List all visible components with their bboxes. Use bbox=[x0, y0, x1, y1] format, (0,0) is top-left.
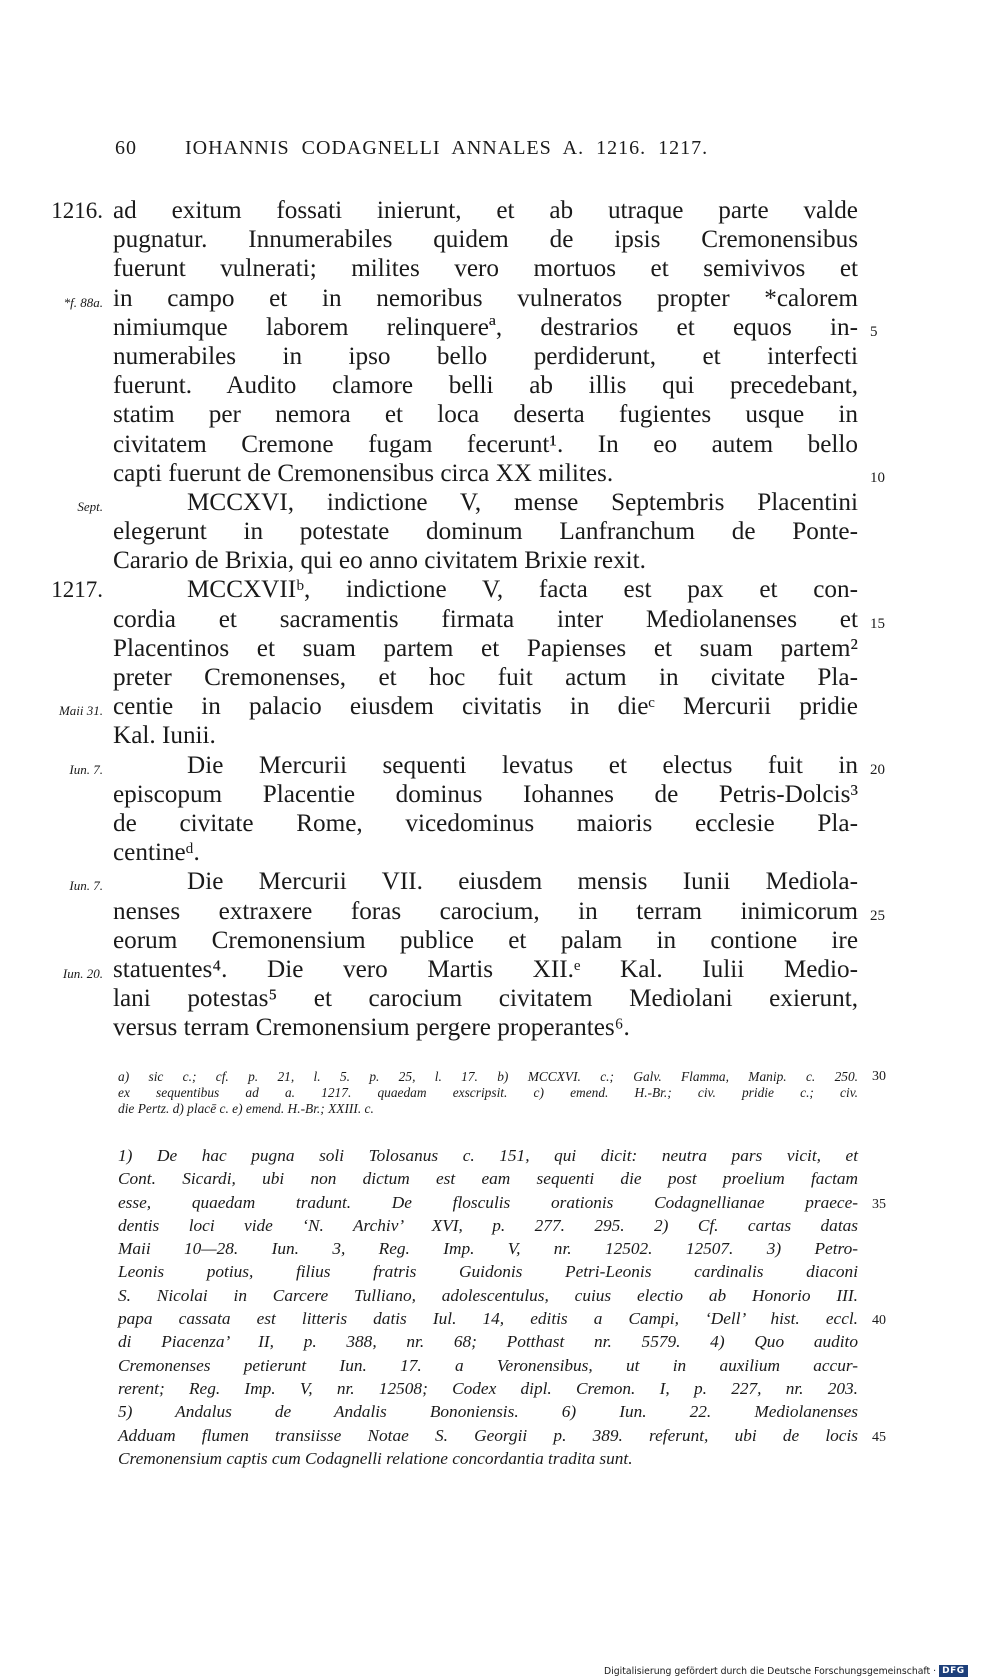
line-text: S. Nicolai in Carcere Tulliano, adolescentulus, cuius electio ab Honorio III. bbox=[118, 1285, 858, 1305]
line-text: Leonis potius, filius fratris Guidonis Petri-Leonis cardinalis diaconi bbox=[118, 1262, 858, 1282]
line-number: 15 bbox=[870, 615, 885, 632]
line-number: 30 bbox=[872, 1069, 886, 1084]
line-text: Adduam flumen transiisse Notae S. Georgii p. 389. referunt, ubi de locis bbox=[118, 1425, 858, 1445]
running-header bbox=[115, 137, 815, 160]
line-text: Cremonensium captis cum Codagnelli relatione concordantia tradita sunt. bbox=[118, 1448, 633, 1468]
footer-text: Digitalisierung gefördert durch die Deutsche Forschungsgemeinschaft · bbox=[604, 1665, 937, 1677]
line-text: civitatem Cremone fugam fecerunt¹. In eo autem bello bbox=[113, 430, 858, 458]
line-text: statuentes⁴. Die vero Martis XII.ᵉ Kal. Iulii Medio- bbox=[113, 955, 858, 983]
line-text: fuerunt. Audito clamore belli ab illis qui precedebant, bbox=[113, 372, 858, 400]
line-text: 5) Andalus de Andalis Bononiensis. 6) Iun. 22. Mediolanenses bbox=[118, 1402, 858, 1422]
line-text: versus terram Cremonensium pergere properantes⁶. bbox=[113, 1014, 630, 1042]
line-text: 1) De hac pugna soli Tolosanus c. 151, qui dicit: neutra pars vicit, et bbox=[118, 1146, 858, 1165]
line-text: capti fuerunt de Cremonensibus circa XX milites. bbox=[113, 459, 614, 487]
apparatus-line bbox=[118, 1101, 858, 1117]
line-number: 45 bbox=[872, 1429, 886, 1445]
line-text: centie in palacio eiusdem civitatis in dieᶜ Mercurii pridie bbox=[113, 693, 858, 721]
text-line bbox=[113, 809, 858, 838]
note-line bbox=[118, 1260, 858, 1283]
page-number: 60 bbox=[115, 137, 137, 159]
note-line bbox=[118, 1447, 858, 1470]
line-text: lani potestas⁵ et carocium civitatem Mediolani exierunt, bbox=[113, 985, 858, 1013]
margin-note: 1217. bbox=[51, 577, 103, 603]
text-line bbox=[113, 313, 878, 342]
running-title: IOHANNIS CODAGNELLI ANNALES A. 1216. 1217. bbox=[185, 137, 709, 159]
main-text bbox=[51, 196, 885, 1042]
text-line bbox=[113, 225, 858, 254]
line-text: pugnatur. Innumerabiles quidem de ipsis Cremonensibus bbox=[113, 226, 858, 254]
line-text: papa cassata est litteris datis Iul. 14, editis a Campi, ‘Dell’ hist. eccl. bbox=[118, 1309, 858, 1329]
note-line bbox=[118, 1377, 858, 1400]
text-line bbox=[113, 400, 858, 429]
text-line bbox=[113, 897, 885, 926]
note-line bbox=[118, 1167, 858, 1190]
line-text: preter Cremonenses, et hoc fuit actum in civitate Pla- bbox=[113, 664, 858, 691]
text-line bbox=[77, 488, 858, 517]
line-text: rerent; Reg. Imp. V, nr. 12508; Codex dipl. Cremon. I, p. 227, nr. 203. bbox=[118, 1378, 858, 1398]
margin-note: Iun. 20. bbox=[62, 965, 103, 981]
line-text: di Piacenza’ II, p. 388, nr. 68; Potthast nr. 5579. 4) Quo audito bbox=[118, 1332, 858, 1352]
text-line bbox=[113, 254, 858, 283]
line-text: dentis loci vide ‘N. Archiv’ XVI, p. 277. 295. 2) Cf. cartas datas bbox=[118, 1215, 858, 1235]
line-text: elegerunt in potestate dominum Lanfranchum de Ponte- bbox=[113, 518, 858, 546]
digitization-footer bbox=[604, 1662, 1000, 1680]
line-text: eorum Cremonensium publice et palam in contione ire bbox=[113, 926, 858, 954]
line-text: MCCXVIIᵇ, indictione V, facta est pax et con- bbox=[187, 576, 858, 604]
line-text: Carario de Brixia, qui eo anno civitatem Brixie rexit. bbox=[113, 547, 646, 575]
text-line bbox=[69, 751, 885, 780]
line-text: episcopum Placentie dominus Iohannes de Petris-Dolcis³ bbox=[113, 780, 858, 808]
text-line bbox=[63, 284, 858, 313]
line-text: statim per nemora et loca deserta fugientes usque in bbox=[113, 401, 858, 429]
historical-notes bbox=[118, 1144, 886, 1470]
margin-note: Iun. 7. bbox=[69, 878, 103, 894]
text-line bbox=[113, 1013, 858, 1042]
note-line bbox=[118, 1144, 858, 1167]
line-text: esse, quaedam tradunt. De flosculis orationis Codagnellianae praece- bbox=[118, 1192, 858, 1212]
line-text: Kal. Iunii. bbox=[113, 722, 216, 750]
line-text: de civitate Rome, vicedominus maioris ecclesie Pla- bbox=[113, 809, 858, 837]
text-line bbox=[113, 634, 858, 663]
note-line bbox=[118, 1354, 858, 1377]
line-text: ad exitum fossati inierunt, et ab utraque parte valde bbox=[113, 197, 858, 224]
text-line bbox=[69, 867, 858, 896]
line-text: Placentinos et suam partem et Papienses et suam partem² bbox=[113, 634, 858, 662]
note-line bbox=[118, 1237, 858, 1260]
line-text: fuerunt vulnerati; milites vero mortuos et semivivos et bbox=[113, 255, 858, 283]
text-line bbox=[113, 721, 858, 750]
text-line bbox=[113, 371, 858, 400]
line-text: Maii 10—28. Iun. 3, Reg. Imp. V, nr. 12502. 12507. 3) Petro- bbox=[118, 1239, 858, 1259]
line-text: Die Mercurii sequenti levatus et electus fuit in bbox=[187, 751, 858, 779]
line-number: 20 bbox=[870, 761, 885, 778]
text-line bbox=[113, 430, 858, 459]
text-line bbox=[113, 605, 885, 634]
margin-note: Sept. bbox=[77, 498, 103, 514]
line-text: nimiumque laborem relinquereª, destrarios et equos in- bbox=[113, 313, 858, 341]
margin-note: *f. 88a. bbox=[63, 294, 103, 310]
critical-apparatus bbox=[118, 1069, 886, 1118]
line-number: 40 bbox=[872, 1313, 886, 1329]
text-line bbox=[113, 546, 858, 575]
line-number: 35 bbox=[872, 1196, 886, 1212]
note-line bbox=[118, 1214, 858, 1237]
text-line bbox=[62, 955, 858, 984]
margin-note: Maii 31. bbox=[58, 703, 103, 719]
line-number: 5 bbox=[870, 323, 878, 340]
line-text: Cremonenses petierunt Iun. 17. a Veronensibus, ut in auxilium accur- bbox=[118, 1355, 858, 1375]
margin-note: 1216. bbox=[51, 198, 103, 223]
line-text: MCCXVI, indictione V, mense Septembris Placentini bbox=[187, 488, 858, 516]
note-line bbox=[118, 1400, 858, 1423]
dfg-logo: DFG bbox=[939, 1665, 968, 1677]
line-text: ex sequentibus ad a. 1217. quaedam exscripsit. c) emend. H.-Br.; civ. pridie c.; civ. bbox=[118, 1085, 858, 1101]
text-line bbox=[113, 838, 858, 867]
margin-note: Iun. 7. bbox=[69, 761, 103, 777]
text-line bbox=[113, 984, 858, 1013]
line-text: nenses extraxere foras carocium, in terram inimicorum bbox=[113, 897, 858, 925]
text-line bbox=[51, 575, 858, 604]
apparatus-line bbox=[118, 1085, 858, 1101]
text-line bbox=[51, 196, 858, 225]
note-line bbox=[118, 1424, 886, 1447]
note-line bbox=[118, 1191, 886, 1214]
line-number: 25 bbox=[870, 907, 885, 924]
note-line bbox=[118, 1330, 858, 1353]
text-line bbox=[113, 663, 858, 692]
text-line bbox=[113, 459, 885, 488]
text-line bbox=[113, 342, 858, 371]
line-text: a) sic c.; cf. p. 21, l. 5. p. 25, l. 17. b) MCCXVI. c.; Galv. Flamma, Manip. c. 250. bbox=[118, 1069, 858, 1084]
text-line bbox=[113, 780, 858, 809]
line-text: Cont. Sicardi, ubi non dictum est eam sequenti die post proelium factam bbox=[118, 1169, 858, 1189]
line-number: 10 bbox=[870, 469, 885, 486]
note-line bbox=[118, 1307, 886, 1330]
line-text: Die Mercurii VII. eiusdem mensis Iunii Mediola- bbox=[187, 868, 858, 896]
text-line bbox=[113, 517, 858, 546]
line-text: cordia et sacramentis firmata inter Mediolanenses et bbox=[113, 605, 858, 633]
text-line bbox=[58, 692, 858, 721]
line-text: centineᵈ. bbox=[113, 839, 200, 867]
apparatus-line bbox=[118, 1069, 886, 1085]
line-text: numerabiles in ipso bello perdiderunt, et interfecti bbox=[113, 342, 858, 370]
note-line bbox=[118, 1284, 858, 1307]
line-text: die Pertz. d) placē c. e) emend. H.-Br.; XXIII. c. bbox=[118, 1101, 374, 1117]
text-line bbox=[113, 926, 858, 955]
line-text: in campo et in nemoribus vulneratos propter *calorem bbox=[113, 284, 858, 312]
